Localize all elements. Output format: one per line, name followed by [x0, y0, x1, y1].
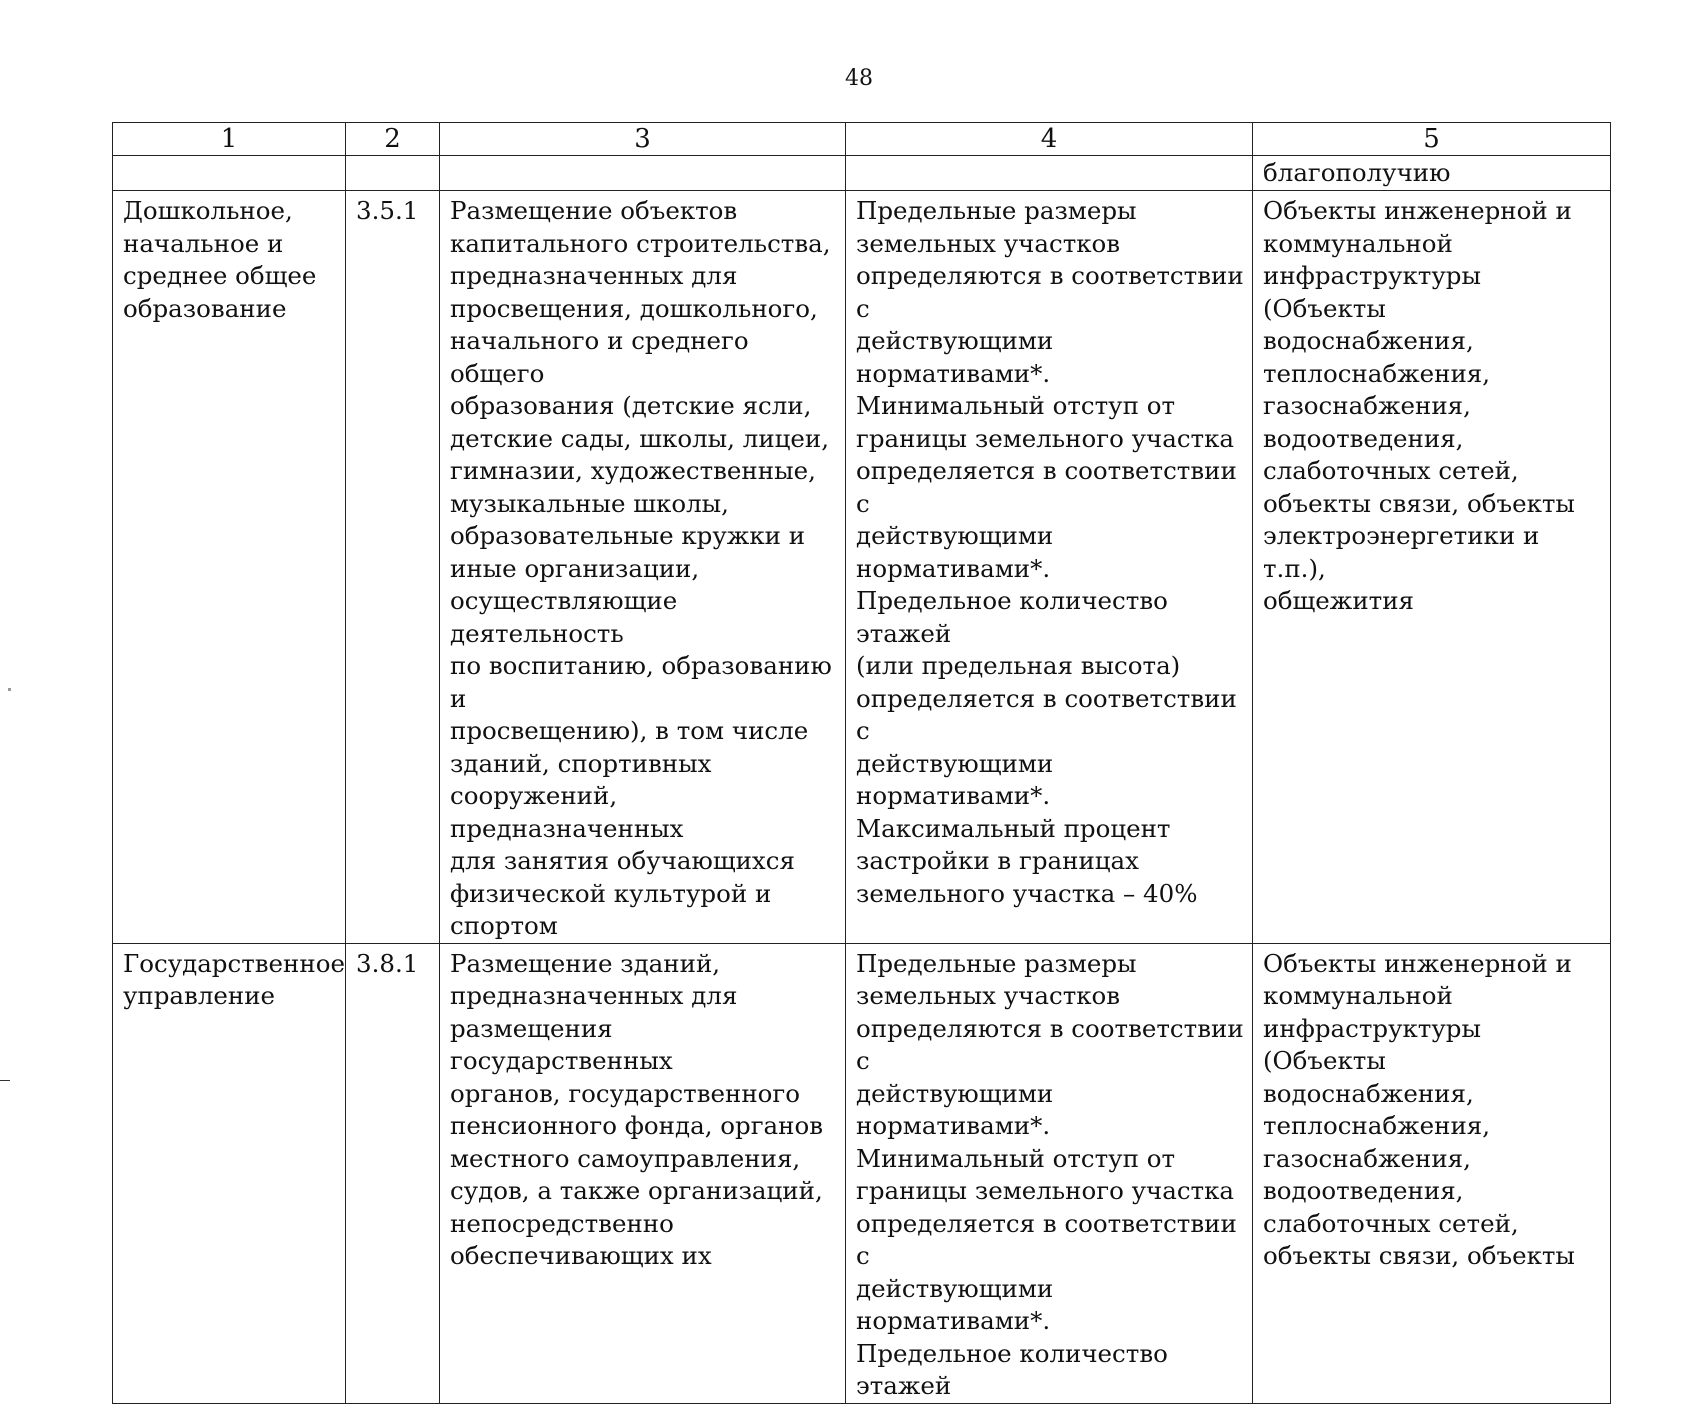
land-use-description: Размещение зданий, предназначенных для размещения государственных органов, государственного пенсионного фонда, органов местного самоуправления, судов, а также организаций, непосредственно обеспечивающих их	[440, 943, 846, 1403]
header-cell-1: 1	[113, 123, 346, 156]
auxiliary-uses: Объекты инженерной и коммунальной инфраструктуры (Объекты водоснабжения, теплоснабжения, газоснабжения, водоотведения, слаботочных сетей, объекты связи, объекты электроэнергетики и т.п.), общежития	[1253, 191, 1611, 944]
land-use-description: Размещение объектов капитального строительства, предназначенных для просвещения, дошкольного, начального и среднего общего образования (детские ясли, детские сады, школы, лицеи, гимназии, художественные, музыкальные школы, образовательные кружки и иные организации, осуществляющие деятельность по воспитанию, образованию и просвещению), в том числе зданий, спортивных сооружений, предназначенных для занятия обучающихся физической культурой и спортом	[440, 191, 846, 944]
table-row	[113, 191, 1611, 944]
table-row	[113, 943, 1611, 1403]
continuation-cell-3	[440, 156, 846, 191]
header-row	[113, 123, 1611, 156]
continuation-row	[113, 156, 1611, 191]
continuation-cell-1	[113, 156, 346, 191]
land-use-name: Дошкольное, начальное и среднее общее образование	[113, 191, 346, 944]
scan-speck	[8, 688, 11, 691]
margin-tick	[0, 1080, 10, 1081]
land-use-code: 3.5.1	[346, 191, 440, 944]
header-cell-5: 5	[1253, 123, 1611, 156]
zoning-table	[112, 122, 1611, 1404]
continuation-cell-5: благополучию	[1253, 156, 1611, 191]
building-parameters: Предельные размеры земельных участков определяются в соответствии с действующими нормативами*. Минимальный отступ от границы земельного участка определяется в соответствии с действующими нормативами*. Предельное количество этажей (или предельная высота) определяется в соответствии с действующими нормативами*. Максимальный процент застройки в границах земельного участка – 40%	[846, 191, 1253, 944]
page-number: 48	[845, 66, 873, 91]
header-cell-3: 3	[440, 123, 846, 156]
land-use-code: 3.8.1	[346, 943, 440, 1403]
land-use-name: Государственное управление	[113, 943, 346, 1403]
header-cell-2: 2	[346, 123, 440, 156]
continuation-cell-2	[346, 156, 440, 191]
header-cell-4: 4	[846, 123, 1253, 156]
auxiliary-uses: Объекты инженерной и коммунальной инфраструктуры (Объекты водоснабжения, теплоснабжения, газоснабжения, водоотведения, слаботочных сетей, объекты связи, объекты	[1253, 943, 1611, 1403]
building-parameters: Предельные размеры земельных участков определяются в соответствии с действующими нормативами*. Минимальный отступ от границы земельного участка определяется в соответствии с действующими нормативами*. Предельное количество этажей	[846, 943, 1253, 1403]
continuation-cell-4	[846, 156, 1253, 191]
